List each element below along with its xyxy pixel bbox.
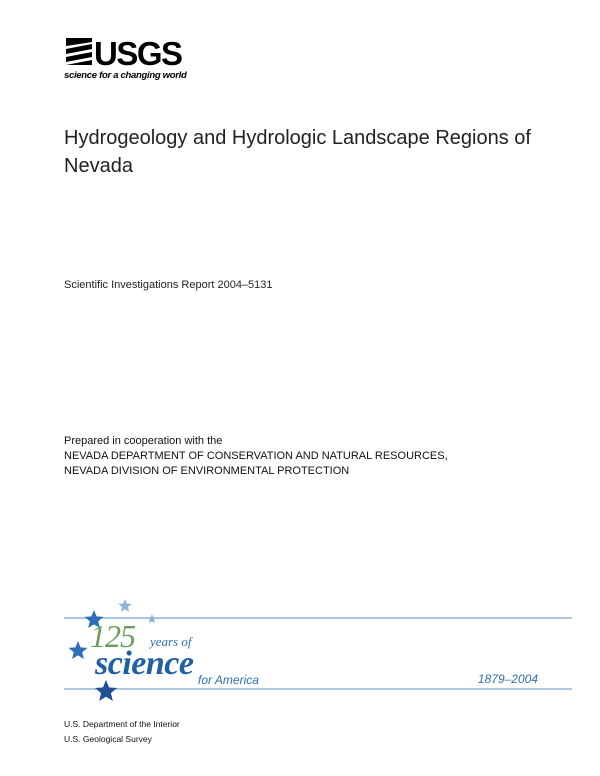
publisher-agency: U.S. Geological Survey [64,734,152,744]
star-icon [69,641,88,659]
cooperation-intro: Prepared in cooperation with the [64,435,223,447]
cooperation-block [64,434,448,479]
cooperating-agency: NEVADA DIVISION OF ENVIRONMENTAL PROTECTION [64,465,350,477]
usgs-wordmark: USGS [94,35,182,72]
anniversary-date-range: 1879–2004 [477,672,538,686]
report-series-number: Scientific Investigations Report 2004–5131 [64,279,273,291]
star-icon [95,680,117,701]
anniversary-banner [0,590,600,710]
anniversary-years-of: years of [150,634,192,649]
usgs-wave-mark-icon [66,38,92,65]
cooperating-agency: NEVADA DEPARTMENT OF CONSERVATION AND NATURAL RESOURCES, [64,450,448,462]
report-title: Hydrogeology and Hydrologic Landscape Regions of Nevada [64,127,531,177]
publisher-department: U.S. Department of the Interior [64,719,180,729]
star-icon [118,599,131,612]
publisher-block [64,717,180,747]
anniversary-number: 125 [90,618,135,654]
star-icon [147,614,157,623]
anniversary-science: science [95,645,194,682]
anniversary-for-america: for America [198,673,259,687]
logo-tagline: science for a changing world [64,70,187,81]
